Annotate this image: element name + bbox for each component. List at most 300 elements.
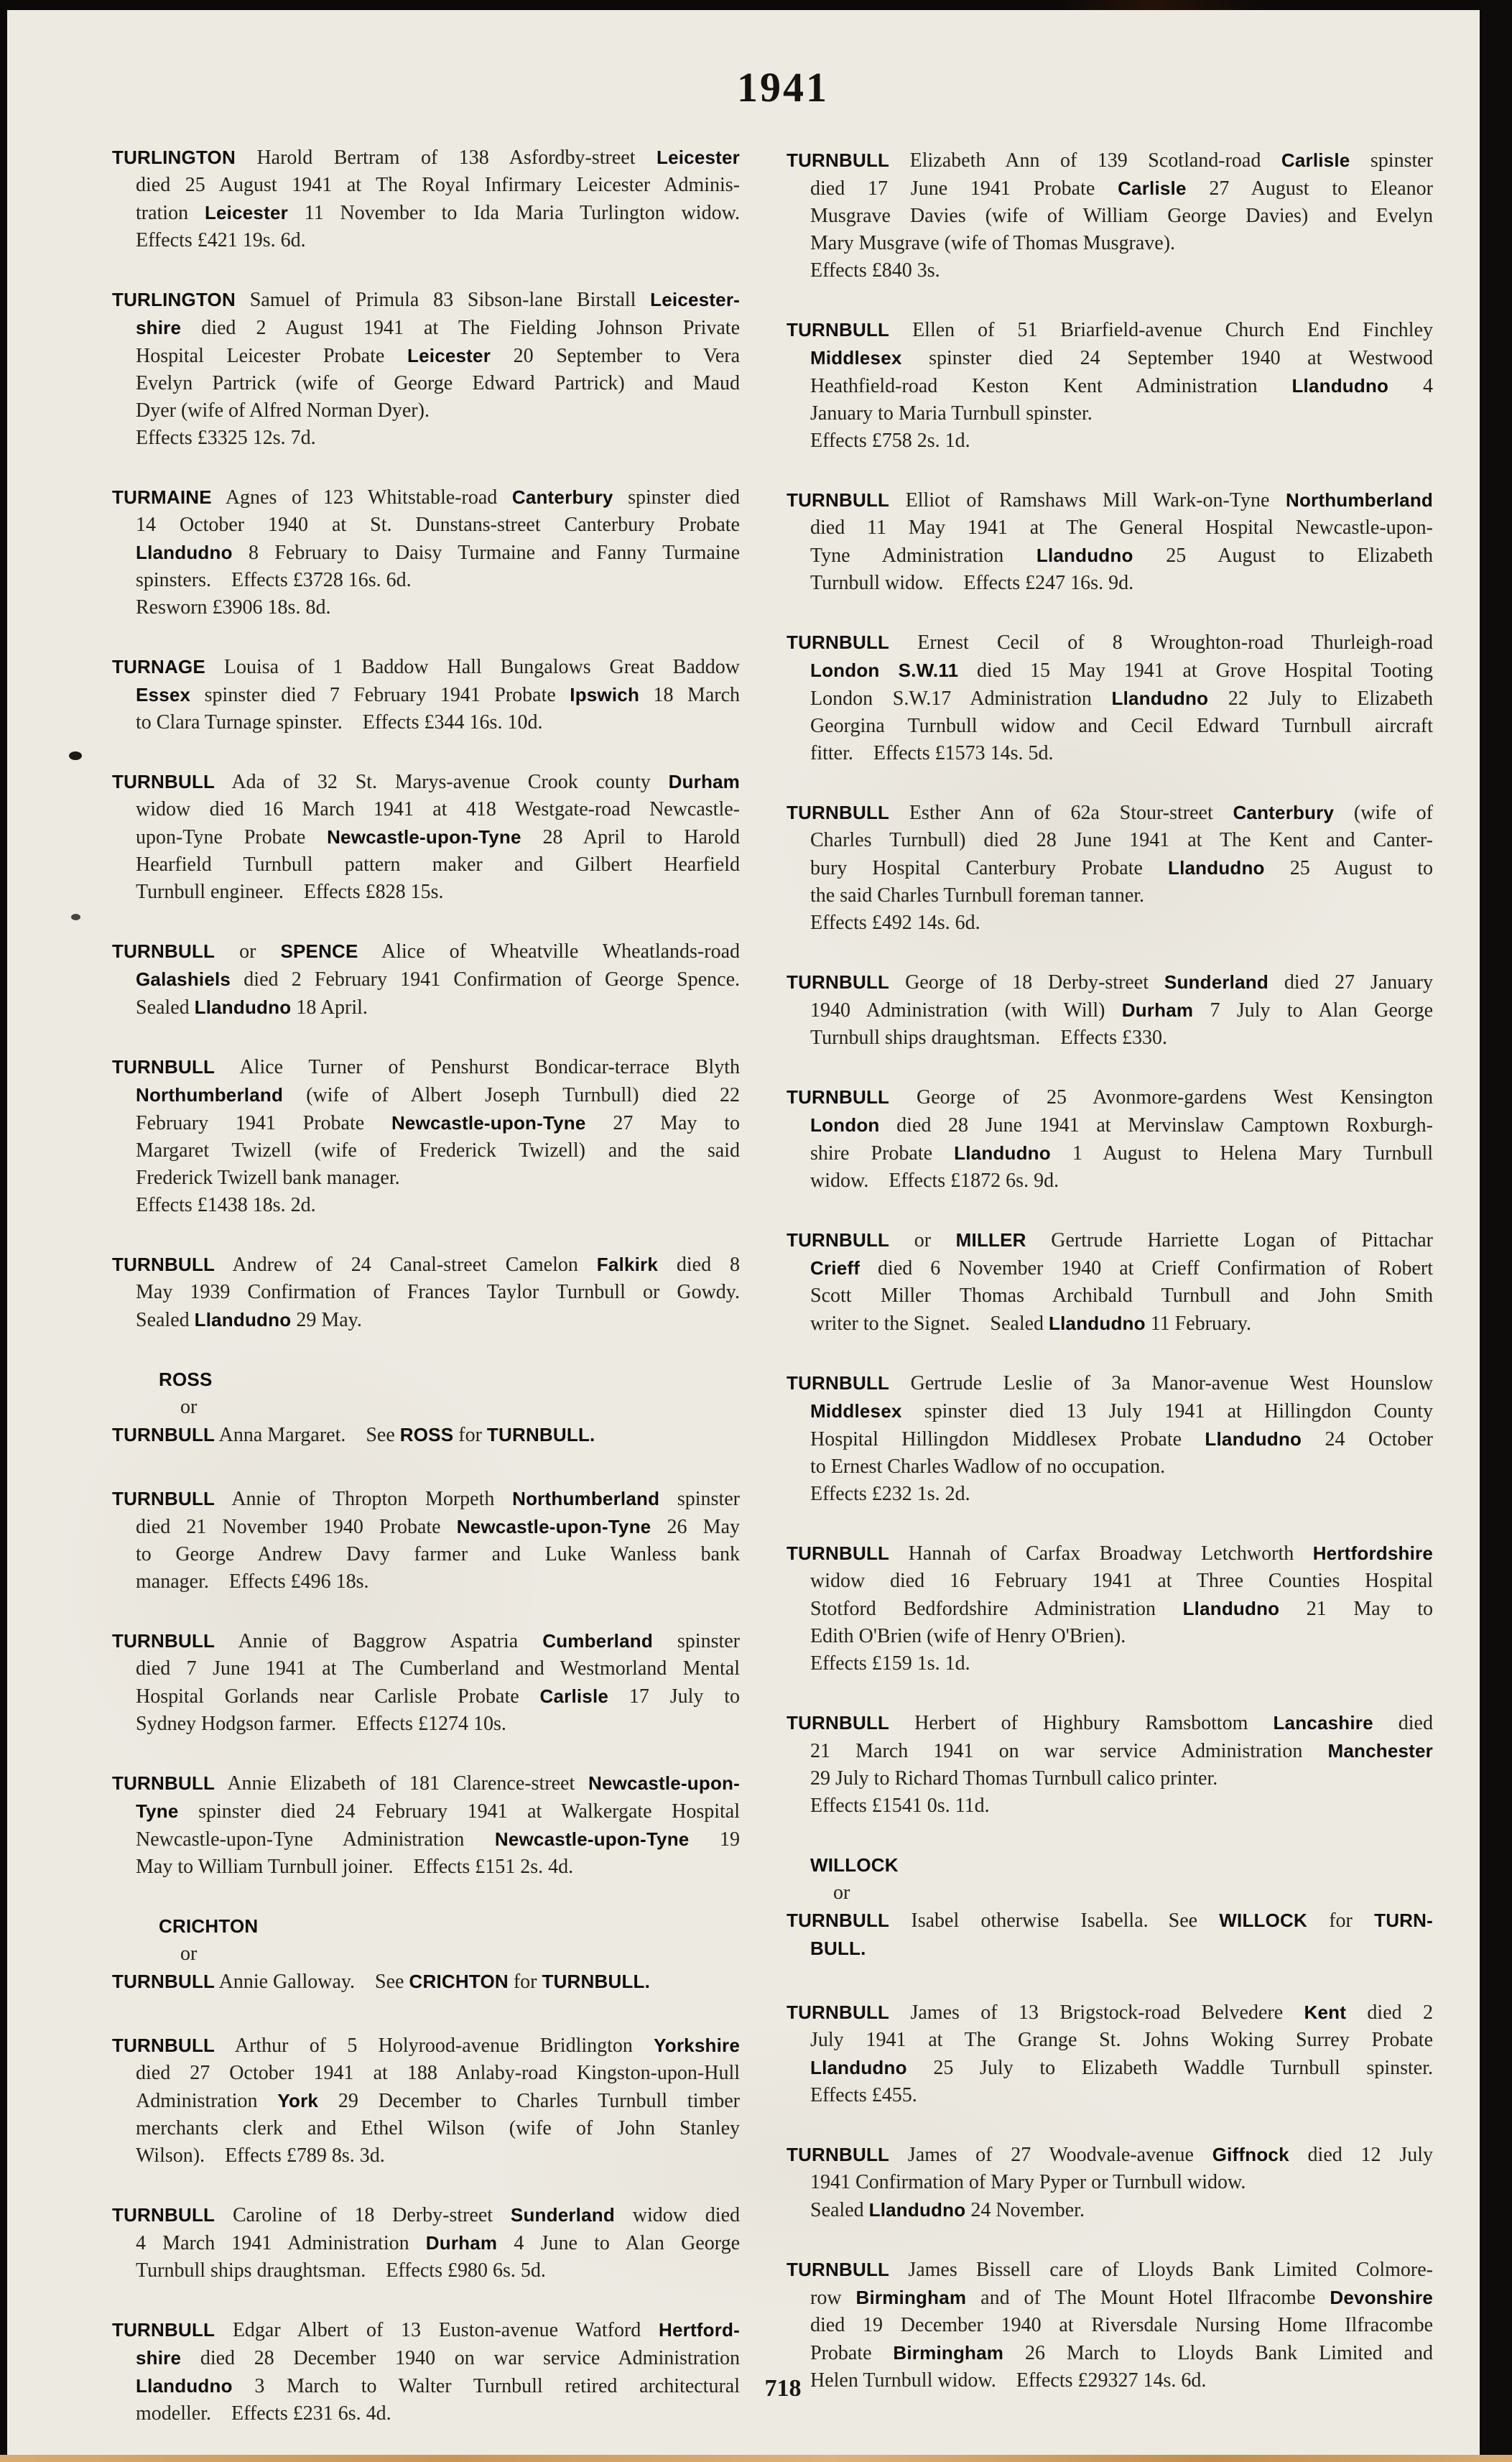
bold-name-text: TURNBULL bbox=[112, 2035, 215, 2056]
body-text: died 21 November 1940 Probate bbox=[136, 1516, 457, 1538]
body-text: died 15 May 1941 at Grove Hospital Tooting bbox=[958, 660, 1434, 682]
entry-line bbox=[787, 1111, 1433, 1139]
entry-line bbox=[112, 1485, 740, 1513]
bold-name-text: Tyne bbox=[136, 1800, 179, 1822]
entry-turnbull-annie-thropton bbox=[112, 1485, 740, 1596]
body-text: or bbox=[215, 940, 281, 963]
entry-turnbull-gertrude-leslie bbox=[787, 1369, 1433, 1508]
bold-name-text: Essex bbox=[136, 684, 191, 705]
body-text: Mary Musgrave (wife of Thomas Musgrave). bbox=[810, 232, 1176, 254]
column-right bbox=[787, 147, 1433, 2426]
entry-turnbull-elizabeth-ann bbox=[787, 147, 1433, 284]
entry-line bbox=[112, 342, 740, 370]
bold-name-text: TURNBULL bbox=[787, 1542, 890, 1564]
body-text: died 25 August 1941 at The Royal Infirmary Leicester Adminis- bbox=[136, 174, 740, 196]
bold-name-text: Carlisle bbox=[1118, 177, 1187, 199]
body-text: 29 December to Charles Turnbull timber bbox=[318, 2090, 741, 2112]
entry-line bbox=[112, 1192, 740, 1219]
bold-name-text: TURNBULL bbox=[787, 489, 890, 511]
entry-line bbox=[787, 427, 1433, 455]
body-text: died 28 December 1940 on war service Administration bbox=[181, 2347, 740, 2369]
bold-name-text: Newcastle-upon-Tyne bbox=[456, 1516, 651, 1537]
bold-name-text: TURLINGTON bbox=[112, 147, 236, 168]
body-text: to Ernest Charles Wadlow of no occupation. bbox=[810, 1456, 1166, 1478]
entry-line bbox=[787, 372, 1433, 400]
body-text: shire Probate bbox=[810, 1142, 955, 1165]
body-text: Tyne Administration bbox=[810, 545, 1036, 567]
entry-line bbox=[787, 1167, 1433, 1195]
bold-name-text: Northumberland bbox=[136, 1084, 284, 1106]
body-text: died 17 June 1941 Probate bbox=[810, 177, 1118, 200]
entry-line bbox=[112, 1513, 740, 1541]
entry-line bbox=[787, 1709, 1433, 1737]
body-text: 1940 Administration (with Will) bbox=[810, 999, 1122, 1022]
body-text: for bbox=[453, 1424, 487, 1446]
bold-name-text: Giffnock bbox=[1212, 2144, 1289, 2165]
body-text: Ernest Cecil of 8 Wroughton-road Thurleigh-road bbox=[889, 631, 1433, 654]
entry-line bbox=[787, 1568, 1433, 1595]
entry-line bbox=[112, 1940, 740, 1968]
bold-name-text: Northumberland bbox=[1285, 489, 1433, 511]
body-text: 4 June to Alan George bbox=[497, 2232, 741, 2254]
body-text: died bbox=[1373, 1712, 1433, 1734]
body-text: 17 July to bbox=[608, 1685, 740, 1708]
entry-line bbox=[112, 994, 740, 1022]
body-text: died 27 October 1941 at 188 Anlaby-road Kingston-upon-Hull bbox=[136, 2062, 740, 2084]
bold-name-text: Hertford- bbox=[658, 2319, 740, 2341]
body-text: died 2 August 1941 at The Fielding Johnson Private bbox=[181, 317, 740, 339]
body-text: Isabel otherwise Isabella. See bbox=[889, 1910, 1220, 1932]
entry-line bbox=[787, 1310, 1433, 1338]
body-text: Georgina Turnbull widow and Cecil Edward Turnbull aircraft bbox=[810, 715, 1433, 737]
bold-name-text: TURNBULL bbox=[787, 2001, 890, 2023]
entry-line bbox=[787, 740, 1433, 767]
body-text: 25 August to Elizabeth bbox=[1133, 545, 1433, 567]
entry-line bbox=[112, 2115, 740, 2142]
bold-name-text: Canterbury bbox=[511, 486, 613, 508]
entry-line bbox=[112, 1394, 740, 1421]
entry-line bbox=[112, 1421, 740, 1449]
body-text: January to Maria Turnbull spinster. bbox=[810, 402, 1093, 425]
entry-line bbox=[112, 796, 740, 823]
entry-line bbox=[787, 316, 1433, 344]
entry-line bbox=[787, 713, 1433, 740]
body-text: 24 October bbox=[1302, 1428, 1433, 1450]
entry-line bbox=[787, 2141, 1433, 2169]
body-text: spinster died 13 July 1941 at Hillingdon County bbox=[901, 1400, 1433, 1422]
body-text: Dyer (wife of Alfred Norman Dyer). bbox=[136, 399, 430, 422]
entry-turnbull-hannah bbox=[787, 1540, 1433, 1677]
body-text: Annie of Baggrow Aspatria bbox=[215, 1630, 543, 1652]
body-text: writer to the Signet. Sealed bbox=[810, 1313, 1049, 1335]
entry-line bbox=[787, 1481, 1433, 1508]
entry-line bbox=[787, 799, 1433, 827]
bold-name-text: Durham bbox=[1121, 999, 1194, 1021]
body-text: Stotford Bedfordshire Administration bbox=[810, 1598, 1183, 1620]
entry-line bbox=[787, 1765, 1433, 1792]
bold-name-text: SPENCE bbox=[280, 940, 358, 962]
body-text: 25 July to Elizabeth Waddle Turnbull spinster. bbox=[906, 2057, 1433, 2079]
body-text: for bbox=[1307, 1910, 1375, 1932]
body-text: Turnbull widow. Effects £247 16s. 9d. bbox=[810, 572, 1134, 594]
entry-line bbox=[787, 1623, 1433, 1650]
entry-line bbox=[787, 996, 1433, 1024]
bold-name-text: Llandudno bbox=[194, 996, 292, 1018]
entry-line bbox=[112, 1683, 740, 1711]
body-text: or bbox=[833, 1882, 850, 1904]
body-text: (wife of Albert Joseph Turnbull) died 22 bbox=[283, 1084, 740, 1106]
bold-name-text: TURMAINE bbox=[112, 486, 212, 508]
bold-name-text: Middlesex bbox=[810, 347, 902, 369]
body-text: died 19 December 1940 at Riversdale Nursing Home Ilfracombe bbox=[810, 2314, 1433, 2336]
entry-line bbox=[112, 1854, 740, 1881]
xref-ross-or-turnbull-anna bbox=[112, 1366, 740, 1449]
entry-line bbox=[112, 425, 740, 452]
bold-name-text: Llandudno bbox=[1036, 545, 1133, 566]
entry-turnbull-caroline bbox=[112, 2201, 740, 2285]
entry-line bbox=[112, 709, 740, 736]
body-text: spinster died 24 September 1940 at Westwood bbox=[901, 347, 1433, 369]
entry-line bbox=[112, 483, 740, 512]
bold-name-text: TURNBULL bbox=[787, 1229, 890, 1251]
bold-name-text: Leicester- bbox=[650, 289, 740, 310]
bold-name-text: Canterbury bbox=[1233, 802, 1335, 823]
body-text: Annie Elizabeth of 181 Clarence-street bbox=[215, 1772, 588, 1795]
entry-line bbox=[787, 486, 1433, 514]
body-text: Edith O'Brien (wife of Henry O'Brien). bbox=[810, 1625, 1126, 1647]
body-text: 27 May to bbox=[585, 1112, 740, 1134]
entry-line bbox=[112, 2087, 740, 2115]
body-text: Effects £758 2s. 1d. bbox=[810, 430, 970, 452]
body-text: spinsters. Effects £3728 16s. 6d. bbox=[136, 569, 412, 591]
bold-name-text: CRICHTON bbox=[409, 1971, 509, 1992]
bold-name-text: TURNBULL bbox=[112, 1971, 215, 1992]
bold-name-text: TURNBULL bbox=[112, 2204, 215, 2226]
scan-border-right bbox=[1480, 0, 1512, 2462]
body-text: or bbox=[180, 1396, 198, 1418]
entry-line bbox=[112, 286, 740, 314]
entry-line bbox=[112, 1137, 740, 1165]
bold-name-text: TURNBULL bbox=[787, 631, 890, 653]
body-text: Gertrude Leslie of 3a Manor-avenue West Hounslow bbox=[889, 1372, 1433, 1394]
bold-name-text: Llandudno bbox=[136, 542, 233, 563]
entry-line bbox=[787, 147, 1433, 175]
body-text: Sealed bbox=[136, 1309, 195, 1331]
entry-line bbox=[112, 938, 740, 966]
bold-name-text: London bbox=[810, 1114, 880, 1136]
year-header: 1941 bbox=[737, 64, 829, 111]
body-text: Turnbull engineer. Effects £828 15s. bbox=[136, 881, 444, 903]
entry-line bbox=[112, 397, 740, 425]
entry-turnbull-james-brigstock bbox=[787, 1999, 1433, 2109]
bold-name-text: TURNBULL bbox=[787, 2144, 890, 2165]
entry-line bbox=[787, 2054, 1433, 2082]
bold-name-text: TURNBULL bbox=[787, 149, 890, 171]
body-text: Helen Turnbull widow. Effects £29327 14s. 6d. bbox=[810, 2369, 1207, 2392]
entry-line bbox=[787, 1935, 1433, 1963]
bold-name-text: TURNBULL bbox=[112, 1630, 215, 1652]
scan-border-left bbox=[0, 0, 7, 1868]
body-text: row bbox=[810, 2287, 856, 2309]
entry-line bbox=[787, 2367, 1433, 2394]
entry-line bbox=[787, 1425, 1433, 1453]
body-text: 4 bbox=[1388, 375, 1434, 397]
body-text: London S.W.17 Administration bbox=[810, 688, 1112, 710]
entry-line bbox=[787, 1083, 1433, 1111]
entry-line bbox=[787, 1540, 1433, 1568]
bold-name-text: Sunderland bbox=[1164, 971, 1268, 993]
entry-line bbox=[112, 653, 740, 681]
body-text: spinster bbox=[652, 1630, 740, 1652]
entry-line bbox=[112, 370, 740, 397]
bold-name-text: Durham bbox=[425, 2232, 498, 2254]
entry-turnbull-esther-ann bbox=[787, 799, 1433, 937]
entry-line bbox=[787, 1792, 1433, 1820]
bold-name-text: Newcastle-upon- bbox=[588, 1772, 740, 1794]
bold-name-text: Sunderland bbox=[510, 2204, 615, 2226]
body-text: George of 25 Avonmore-gardens West Kensington bbox=[889, 1086, 1433, 1109]
body-text: Effects £840 3s. bbox=[810, 259, 940, 282]
entry-line bbox=[787, 2339, 1433, 2367]
body-text: 14 October 1940 at St. Dunstans-street Canterbury Probate bbox=[136, 514, 740, 536]
entry-line bbox=[112, 1769, 740, 1797]
body-text: to George Andrew Davy farmer and Luke Wanless bank bbox=[136, 1543, 740, 1565]
body-text: Samuel of Primula 83 Sibson-lane Birstall bbox=[235, 289, 651, 311]
body-text: Hospital Leicester Probate bbox=[136, 345, 408, 367]
bold-name-text: Durham bbox=[668, 771, 740, 792]
bold-name-text: TURNBULL bbox=[112, 1056, 215, 1078]
body-text: 11 November to Ida Maria Turlington widow. bbox=[287, 202, 740, 224]
entry-line bbox=[112, 1053, 740, 1081]
entry-line bbox=[787, 514, 1433, 542]
entry-line bbox=[787, 2196, 1433, 2224]
entry-turnbull-george-derby-street bbox=[787, 968, 1433, 1052]
entry-line bbox=[787, 542, 1433, 570]
entry-turnbull-andrew bbox=[112, 1251, 740, 1334]
body-text: Resworn £3906 18s. 8d. bbox=[136, 596, 331, 619]
bold-name-text: Llandudno bbox=[1049, 1313, 1146, 1334]
body-text: Annie of Thropton Morpeth bbox=[215, 1488, 513, 1510]
body-text: spinster died bbox=[613, 486, 740, 509]
body-text: Effects £455. bbox=[810, 2084, 917, 2106]
body-text: widow died bbox=[614, 2204, 741, 2226]
body-text: Effects £421 19s. 6d. bbox=[136, 229, 306, 251]
body-text: James of 27 Woodvale-avenue bbox=[889, 2144, 1212, 2166]
body-text: 7 July to Alan George bbox=[1193, 999, 1433, 1022]
body-text: Esther Ann of 62a Stour-street bbox=[889, 802, 1233, 824]
body-text: Turnbull ships draughtsman. Effects £330. bbox=[810, 1027, 1167, 1049]
body-text: Elliot of Ramshaws Mill Wark-on-Tyne bbox=[889, 489, 1286, 512]
entry-line bbox=[787, 2027, 1433, 2054]
entry-line bbox=[112, 1568, 740, 1596]
entry-turnbull-ellen bbox=[787, 316, 1433, 455]
entry-turnbull-annie-baggrow bbox=[112, 1627, 740, 1738]
body-text: 18 April. bbox=[291, 996, 368, 1019]
entry-line bbox=[787, 2082, 1433, 2109]
body-text: Effects £159 1s. 1d. bbox=[810, 1652, 970, 1675]
entry-line bbox=[787, 1851, 1433, 1879]
bold-name-text: Manchester bbox=[1327, 1740, 1433, 1762]
body-text: 26 March to Lloyds Bank Limited and bbox=[1003, 2342, 1433, 2364]
bold-name-text: WILLOCK bbox=[1219, 1910, 1307, 1931]
body-text: 29 July to Richard Thomas Turnbull calico printer. bbox=[810, 1767, 1218, 1790]
body-text: Hearfield Turnbull pattern maker and Gilbert Hearfield bbox=[136, 853, 740, 876]
bold-name-text: TURNBULL bbox=[787, 1910, 890, 1931]
entry-turnbull-george-avonmore bbox=[787, 1083, 1433, 1195]
entry-line bbox=[112, 314, 740, 342]
bold-name-text: shire bbox=[136, 2347, 182, 2369]
body-text: 11 February. bbox=[1145, 1313, 1251, 1335]
body-text: died 2 bbox=[1346, 2001, 1433, 2024]
body-text: Sydney Hodgson farmer. Effects £1274 10s. bbox=[136, 1713, 506, 1735]
entry-line bbox=[787, 1369, 1433, 1397]
entry-turnbull-james-bissell bbox=[787, 2256, 1433, 2394]
entry-line bbox=[112, 1366, 740, 1394]
bold-name-text: shire bbox=[136, 317, 182, 338]
body-text: James Bissell care of Lloyds Bank Limited Colmore- bbox=[889, 2259, 1433, 2281]
bold-name-text: TURNBULL bbox=[787, 971, 890, 993]
entry-line bbox=[112, 879, 740, 906]
bold-name-text: TURNBULL. bbox=[542, 1971, 651, 1992]
entry-line bbox=[112, 1306, 740, 1334]
entry-line bbox=[787, 2169, 1433, 2196]
body-text: Andrew of 24 Canal-street Camelon bbox=[215, 1254, 597, 1276]
body-text: spinster died 24 February 1941 at Walkergate Hospital bbox=[178, 1800, 740, 1823]
entry-line bbox=[112, 823, 740, 851]
entry-line bbox=[787, 1024, 1433, 1052]
body-text: Sealed bbox=[810, 2199, 869, 2221]
entry-line bbox=[787, 1595, 1433, 1623]
body-text: Charles Turnbull) died 28 June 1941 at The Kent and Canter- bbox=[810, 829, 1433, 851]
entry-line bbox=[787, 685, 1433, 713]
body-text: modeller. Effects £231 6s. 4d. bbox=[136, 2402, 391, 2425]
body-text: 27 August to Eleanor bbox=[1186, 177, 1433, 200]
entry-line bbox=[112, 2372, 740, 2400]
bold-name-text: TURNBULL bbox=[787, 1086, 890, 1108]
body-text: the said Charles Turnbull foreman tanner. bbox=[810, 884, 1145, 907]
bold-name-text: Devonshire bbox=[1330, 2287, 1433, 2308]
body-text: widow. Effects £1872 6s. 9d. bbox=[810, 1170, 1059, 1192]
body-text: 18 March bbox=[639, 684, 741, 706]
bold-name-text: Galashiels bbox=[136, 968, 231, 990]
body-text: died 2 February 1941 Confirmation of George Spence. bbox=[231, 968, 740, 991]
entry-line bbox=[112, 1627, 740, 1655]
entry-turnbull-ernest-cecil bbox=[787, 629, 1433, 767]
entry-line bbox=[112, 1912, 740, 1940]
body-text: May 1939 Confirmation of Frances Taylor Turnbull or Gowdy. bbox=[136, 1281, 740, 1303]
entry-line bbox=[787, 1650, 1433, 1677]
bold-name-text: Newcastle-upon-Tyne bbox=[327, 826, 521, 848]
entry-line bbox=[112, 681, 740, 709]
bold-name-text: Llandudno bbox=[194, 1309, 292, 1331]
entry-line bbox=[112, 1109, 740, 1137]
entry-turnbull-james-woodvale bbox=[787, 2141, 1433, 2224]
body-text: or bbox=[889, 1229, 956, 1251]
body-text: Newcastle-upon-Tyne Administration bbox=[136, 1828, 495, 1851]
body-text: 28 April to Harold bbox=[521, 826, 740, 848]
entry-line bbox=[112, 1711, 740, 1738]
entry-line bbox=[112, 567, 740, 594]
entry-line bbox=[787, 1226, 1433, 1254]
entry-line bbox=[787, 827, 1433, 854]
entry-turnbull-alice-turner bbox=[112, 1053, 740, 1219]
bold-name-text: Leicester bbox=[657, 147, 740, 168]
body-text: July 1941 at The Grange St. Johns Woking Surrey Probate bbox=[810, 2029, 1433, 2051]
entry-turnbull-ada bbox=[112, 768, 740, 906]
bold-name-text: Llandudno bbox=[868, 2199, 966, 2221]
bold-name-text: Llandudno bbox=[810, 2057, 907, 2078]
entry-line bbox=[112, 539, 740, 567]
body-text: 25 August to bbox=[1264, 857, 1433, 879]
bold-name-text: TURNBULL bbox=[787, 2259, 890, 2280]
bold-name-text: TURNBULL bbox=[787, 1712, 890, 1734]
bold-name-text: TURNBULL bbox=[787, 802, 890, 823]
body-text: spinster bbox=[659, 1488, 740, 1510]
body-text: 22 July to Elizabeth bbox=[1208, 688, 1433, 710]
body-text: died 6 November 1940 at Crieff Confirmation of Robert bbox=[860, 1257, 1433, 1279]
bold-name-text: Birmingham bbox=[855, 2287, 967, 2308]
body-text: 20 September to Vera bbox=[491, 345, 741, 367]
entry-turnbull-herbert bbox=[787, 1709, 1433, 1820]
bold-name-text: TURN- bbox=[1374, 1910, 1433, 1931]
body-text: died 11 May 1941 at The General Hospital Newcastle-upon- bbox=[810, 517, 1433, 539]
body-text: bury Hospital Canterbury Probate bbox=[810, 857, 1168, 879]
entry-line bbox=[787, 570, 1433, 597]
scan-border-top bbox=[0, 0, 1512, 10]
body-text: Annie Galloway. See bbox=[215, 1971, 409, 1993]
entry-turlington-samuel bbox=[112, 286, 740, 452]
entry-line bbox=[787, 203, 1433, 230]
body-text: died 28 June 1941 at Mervinslaw Camptown Roxburgh- bbox=[879, 1114, 1433, 1137]
body-text: died 12 July bbox=[1289, 2144, 1433, 2166]
entry-line bbox=[787, 1397, 1433, 1425]
body-text: Alice Turner of Penshurst Bondicar-terrace Blyth bbox=[215, 1056, 740, 1078]
page-number: 718 bbox=[764, 2375, 802, 2402]
bold-name-text: TURNBULL bbox=[112, 771, 215, 792]
body-text: Anna Margaret. See bbox=[215, 1424, 400, 1446]
body-text: 26 May bbox=[651, 1516, 740, 1538]
bold-name-text: Northumberland bbox=[512, 1488, 660, 1509]
entry-line bbox=[112, 227, 740, 254]
entry-line bbox=[787, 1737, 1433, 1765]
bold-name-text: TURNAGE bbox=[112, 656, 205, 677]
body-text: Effects £232 1s. 2d. bbox=[810, 1483, 970, 1505]
body-text: Gertrude Harriette Logan of Pittachar bbox=[1026, 1229, 1433, 1251]
bold-name-text: BULL. bbox=[810, 1938, 866, 1959]
entry-line bbox=[112, 172, 740, 199]
entry-line bbox=[787, 1879, 1433, 1907]
bold-name-text: Carlisle bbox=[1281, 149, 1350, 171]
entry-turmaine-agnes bbox=[112, 483, 740, 621]
body-text: Alice of Wheatville Wheatlands-road bbox=[358, 940, 740, 963]
bold-name-text: Carlisle bbox=[539, 1685, 609, 1707]
bold-name-text: TURNBULL bbox=[112, 1488, 215, 1509]
entry-line bbox=[112, 1825, 740, 1854]
bold-name-text: Llandudno bbox=[954, 1142, 1051, 1164]
entry-turlington-harold-bertram bbox=[112, 144, 740, 254]
bold-name-text: TURNBULL bbox=[112, 1772, 215, 1794]
entry-turnage-louisa bbox=[112, 653, 740, 736]
column-left bbox=[112, 144, 740, 2459]
body-text: Hospital Gorlands near Carlisle Probate bbox=[136, 1685, 540, 1708]
entry-line bbox=[112, 2400, 740, 2428]
body-text: George of 18 Derby-street bbox=[889, 971, 1164, 994]
body-text: Margaret Twizell (wife of Frederick Twizell) and the said bbox=[136, 1139, 740, 1162]
bold-name-text: MILLER bbox=[955, 1229, 1026, 1251]
entry-line bbox=[112, 2344, 740, 2372]
body-text: Frederick Twizell bank manager. bbox=[136, 1167, 400, 1189]
entry-turnbull-annie-elizabeth bbox=[112, 1769, 740, 1881]
